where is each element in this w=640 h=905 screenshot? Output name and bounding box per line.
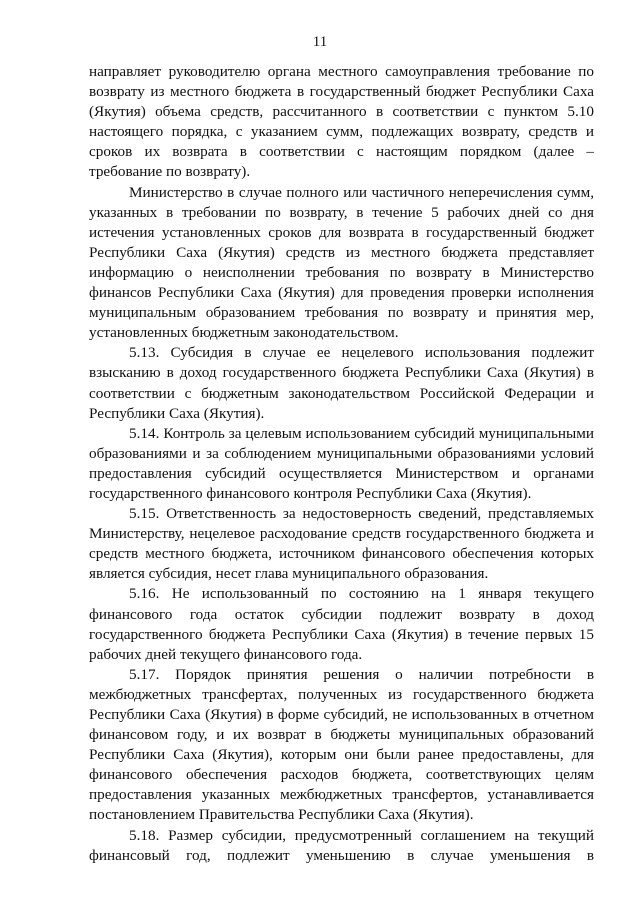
text-line: Республики Саха (Якутия). bbox=[89, 404, 265, 422]
paragraph-ministry-nonpayment bbox=[89, 183, 594, 344]
text-line: установленных бюджетным законодательством. bbox=[89, 324, 399, 342]
text-line: является субсидия, несет глава муниципального образования. bbox=[89, 565, 489, 583]
text-line: Министерству, нецелевое расходование средств государственного бюджета и bbox=[89, 525, 594, 543]
paragraph-5-17 bbox=[89, 665, 594, 826]
text-line: средств местного бюджета, источником финансового обеспечения которых bbox=[89, 545, 594, 563]
text-line: финансового года остаток субсидии подлежит возврату в доход bbox=[89, 605, 594, 623]
text-line: истечения установленных сроков для возврата в государственный бюджет bbox=[89, 223, 594, 241]
page-number: 11 bbox=[312, 34, 328, 50]
text-line: Республики Саха (Якутия), которым они были ранее предоставлены, для bbox=[89, 746, 594, 764]
text-line: 5.15. Ответственность за недостоверность сведений, представляемых bbox=[129, 505, 594, 523]
text-line: финансовом году, и их возврат в бюджеты муниципальных образований bbox=[89, 726, 594, 744]
paragraph-5-18 bbox=[89, 826, 594, 866]
text-line: Министерство в случае полного или частичного неперечисления сумм, bbox=[129, 183, 594, 201]
text-line: 5.18. Размер субсидии, предусмотренный соглашением на текущий bbox=[129, 826, 594, 844]
paragraph-5-13 bbox=[89, 343, 594, 423]
text-line: (Якутия) объема средств, рассчитанного в соответствии с пунктом 5.10 bbox=[89, 103, 594, 121]
paragraph-5-14 bbox=[89, 424, 594, 504]
text-line: Республики Саха (Якутия) средств из местного бюджета представляет bbox=[89, 243, 594, 261]
text-line: указанных в требовании по возврату, в течение 5 рабочих дней со дня bbox=[89, 203, 594, 221]
text-line: финансов Республики Саха (Якутия) для проведения проверки исполнения bbox=[89, 284, 594, 302]
text-line: государственного бюджета Республики Саха (Якутия) в течение первых 15 bbox=[89, 625, 594, 643]
text-line: соответствии с бюджетным законодательством Российской Федерации и bbox=[89, 384, 594, 402]
text-line: настоящего порядка, с указанием сумм, подлежащих возврату, средств и bbox=[89, 123, 594, 141]
text-line: взысканию в доход государственного бюджета Республики Саха (Якутия) в bbox=[89, 364, 594, 382]
text-line: рабочих дней текущего финансового года. bbox=[89, 645, 363, 663]
text-line: государственного финансового контроля Республики Саха (Якутия). bbox=[89, 484, 532, 502]
text-line: предоставления субсидий осуществляется Министерством и органами bbox=[89, 464, 594, 482]
text-line: межбюджетных трансфертах, полученных из государственного бюджета bbox=[89, 685, 594, 703]
text-line: направляет руководителю органа местного самоуправления требование по bbox=[89, 63, 594, 80]
paragraph-requirement-continued bbox=[89, 62, 594, 183]
text-line: финансового обеспечения расходов бюджета, соответствующих целям bbox=[89, 766, 594, 784]
paragraph-5-15 bbox=[89, 504, 594, 584]
document-body bbox=[89, 62, 594, 866]
text-line: постановлением Правительства Республики Саха (Якутия). bbox=[89, 806, 474, 824]
text-line: финансовый год, подлежит уменьшению в случае уменьшения в bbox=[89, 846, 594, 864]
text-line: 5.13. Субсидия в случае ее нецелевого использования подлежит bbox=[129, 344, 594, 362]
text-line: 5.16. Не использованный по состоянию на 1 января текущего bbox=[129, 585, 594, 603]
text-line: информацию о неисполнении требования по возврату в Министерство bbox=[89, 263, 594, 281]
text-line: предоставления указанных межбюджетных трансфертов, устанавливается bbox=[89, 786, 594, 804]
text-line: возврату из местного бюджета в государственный бюджет Республики Саха bbox=[89, 83, 594, 101]
text-line: требование по возврату). bbox=[89, 163, 251, 181]
text-line: муниципальным образованием требования по возврату и принятия мер, bbox=[89, 304, 594, 322]
text-line: сроков их возврата в соответствии с настоящим порядком (далее – bbox=[89, 143, 594, 161]
text-line: образованиями и за соблюдением муниципальными образованиями условий bbox=[89, 444, 594, 462]
text-line: Республики Саха (Якутия) в форме субсидий, не использованных в отчетном bbox=[89, 706, 594, 723]
paragraph-5-16 bbox=[89, 584, 594, 664]
text-line: 5.17. Порядок принятия решения о наличии потребности в bbox=[129, 665, 594, 683]
text-line: 5.14. Контроль за целевым использованием субсидий муниципальными bbox=[129, 424, 594, 442]
